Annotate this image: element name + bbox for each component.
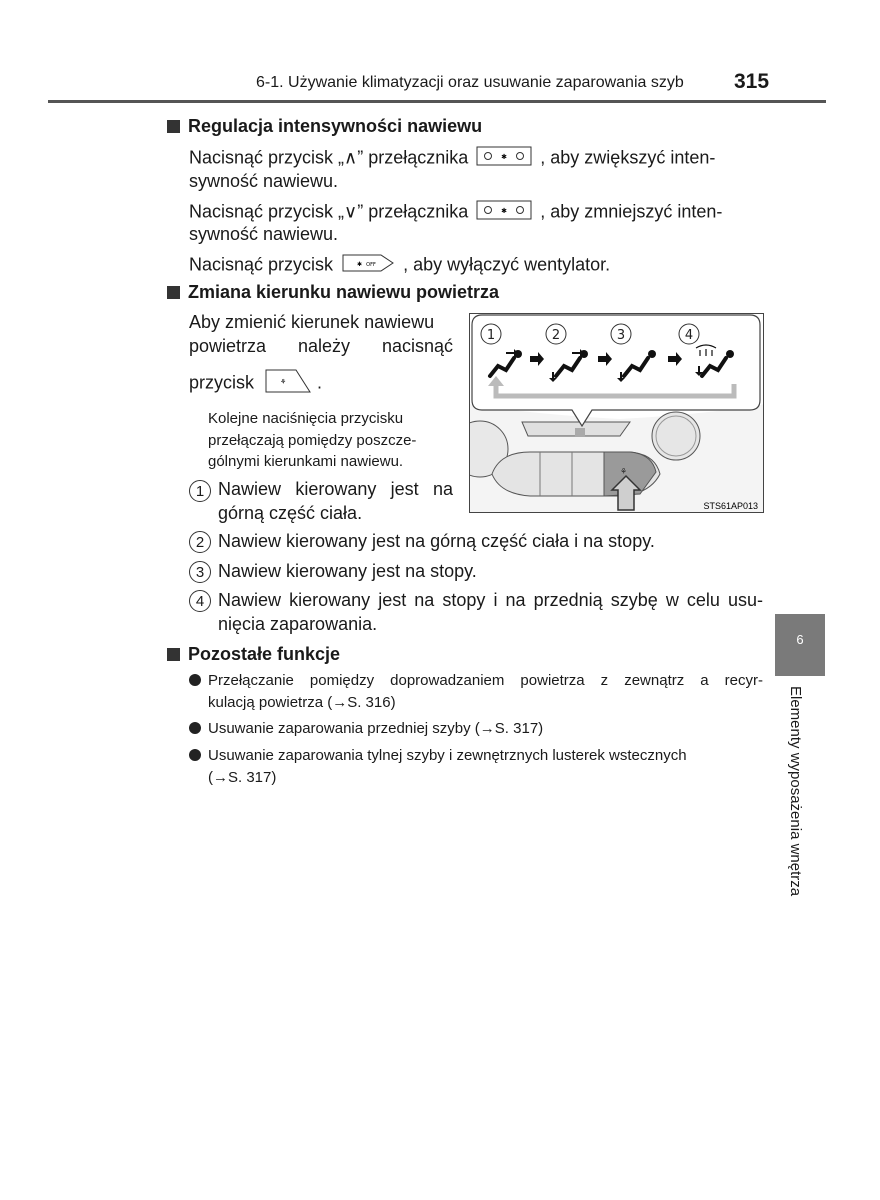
figure-label: 4 xyxy=(684,328,694,343)
figure-label: 3 xyxy=(616,328,626,343)
fan-off-line xyxy=(189,253,610,278)
item-number: 2 xyxy=(189,531,211,553)
square-bullet-icon xyxy=(167,120,180,133)
bullet-text: Usuwanie zaparowania przedniej szyby (→S. 317) xyxy=(208,720,544,737)
text xyxy=(189,366,322,401)
text: , aby wyłączyć wentylator. xyxy=(403,254,611,275)
fan-up-line xyxy=(189,146,715,171)
text: , aby zmniejszyć inten- xyxy=(540,201,723,222)
note-text: Kolejne naciśnięcia przycisku xyxy=(208,410,404,427)
svg-text:⚘: ⚘ xyxy=(620,467,628,476)
svg-text:✱: ✱ xyxy=(357,261,363,268)
svg-text:✱: ✱ xyxy=(501,153,508,161)
section-heading-other-functions xyxy=(167,644,340,665)
bullet-dot-icon xyxy=(189,749,201,761)
text: Nawiew kierowany jest na xyxy=(218,479,453,499)
bullet-text xyxy=(208,670,763,692)
fan-switch-icon xyxy=(476,146,532,171)
note-text: przełączają pomiędzy poszcze- xyxy=(208,432,417,449)
item-text: Nawiew kierowany jest na stopy. xyxy=(218,561,477,581)
item-text xyxy=(218,479,453,500)
air-direction-figure xyxy=(469,313,764,513)
text: Nacisnąć przycisk xyxy=(189,254,334,275)
fan-down-line xyxy=(189,200,722,225)
text: powietrza xyxy=(189,336,267,356)
fan-off-button-icon xyxy=(341,253,395,278)
running-header: 6-1. Używanie klimatyzacji oraz usuwanie zaparowania szyb xyxy=(256,74,684,91)
square-bullet-icon xyxy=(167,648,180,661)
note-text: gólnymi kierunkami nawiewu. xyxy=(208,453,404,470)
bullet-text: kulacją powietrza (→S. 316) xyxy=(208,694,396,711)
text: przycisk xyxy=(189,372,255,393)
text: sywność nawiewu. xyxy=(189,171,339,191)
bullet-text: Usuwanie zaparowania tylnej szyby i zewnętrznych lusterek wstecznych xyxy=(208,747,687,764)
bullet-dot-icon xyxy=(189,722,201,734)
text: . xyxy=(317,372,323,393)
item-number: 1 xyxy=(189,480,211,502)
svg-text:OFF: OFF xyxy=(366,262,376,268)
item-text: Nawiew kierowany jest na górną część ciała i na stopy. xyxy=(218,531,655,551)
item-text xyxy=(218,590,763,611)
chapter-number: 6 xyxy=(775,614,825,676)
text: Przełączanie pomiędzy doprowadzaniem powietrza z zewnątrz a recyr- xyxy=(208,672,763,689)
heading-text: Regulacja intensywności nawiewu xyxy=(188,116,483,136)
bullet-dot-icon xyxy=(189,674,201,686)
text: sywność nawiewu. xyxy=(189,224,339,244)
text: Aby zmienić kierunek nawiewu xyxy=(189,312,435,332)
figure-illustration xyxy=(470,314,764,513)
chapter-label: Elementy wyposażenia wnętrza xyxy=(787,686,804,897)
page-number: 315 xyxy=(734,70,770,93)
text: Nacisnąć przycisk „∨” przełącznika xyxy=(189,201,469,222)
text xyxy=(189,336,453,357)
text: Nacisnąć przycisk „∧” przełącznika xyxy=(189,147,469,168)
figure-label: 2 xyxy=(551,328,561,343)
fan-switch-icon xyxy=(476,200,532,225)
item-text: górną część ciała. xyxy=(218,503,363,523)
figure-label: 1 xyxy=(486,328,496,343)
text: należy xyxy=(297,336,351,356)
chapter-tab xyxy=(775,614,825,934)
item-number: 4 xyxy=(189,590,211,612)
bullet-text: (→S. 317) xyxy=(208,769,277,786)
air-direction-button-icon xyxy=(262,366,314,401)
header-rule xyxy=(48,100,826,103)
square-bullet-icon xyxy=(167,286,180,299)
heading-text: Pozostałe funkcje xyxy=(188,644,341,664)
section-heading-fan-speed xyxy=(167,116,482,137)
section-heading-air-direction xyxy=(167,282,499,303)
text: , aby zwiększyć inten- xyxy=(540,147,716,168)
item-text: nięcia zaparowania. xyxy=(218,614,378,634)
svg-text:⚘: ⚘ xyxy=(280,378,287,386)
item-number: 3 xyxy=(189,561,211,583)
heading-text: Zmiana kierunku nawiewu powietrza xyxy=(188,282,500,302)
text: nacisnąć xyxy=(381,336,453,356)
figure-code: STS61AP013 xyxy=(703,501,758,511)
svg-text:✱: ✱ xyxy=(501,207,508,215)
text: Nawiew kierowany jest na stopy i na przednią szybę w celu usu- xyxy=(218,590,763,610)
